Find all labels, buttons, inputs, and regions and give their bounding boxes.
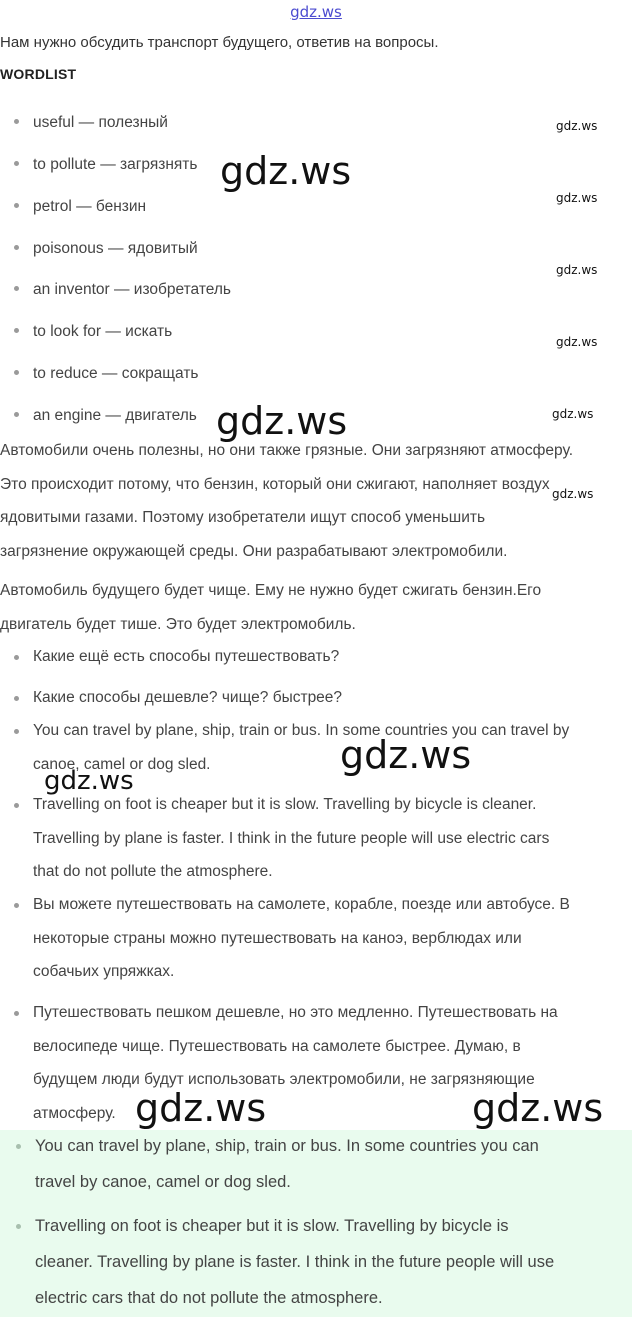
bullet-icon — [14, 286, 19, 291]
bullet-icon — [14, 203, 19, 208]
watermark: gdz.ws — [552, 487, 594, 501]
bullet-icon — [14, 328, 19, 333]
paragraph-future-car: Автомобиль будущего будет чище. Ему не нужно будет сжигать бензин.Его двигатель будет тише. Это будет электромобиль. — [0, 582, 542, 633]
bullet-icon — [14, 1011, 19, 1016]
bullet-icon — [14, 903, 19, 908]
bullet-icon — [14, 412, 19, 417]
watermark: gdz.ws — [556, 191, 598, 205]
watermark: gdz.ws — [220, 149, 352, 193]
list-item: an engine — двигатель — [14, 407, 197, 425]
list-item: to look for — искать — [14, 323, 172, 341]
list-item: to pollute — загрязнять — [14, 156, 197, 174]
list-item: petrol — бензин — [14, 198, 146, 216]
list-item: to reduce — сокращать — [14, 365, 199, 383]
watermark: gdz.ws — [44, 766, 134, 796]
bullet-icon — [14, 119, 19, 124]
list-item: an inventor — изобретатель — [14, 281, 231, 299]
bullet-icon — [16, 1144, 21, 1149]
watermark: gdz.ws — [556, 263, 598, 277]
watermark: gdz.ws — [340, 733, 472, 777]
watermark: gdz.ws — [135, 1086, 267, 1130]
watermark: gdz.ws — [556, 335, 598, 349]
list-item: poisonous — ядовитый — [14, 240, 198, 258]
watermark: gdz.ws — [472, 1086, 604, 1130]
bullet-icon — [14, 655, 19, 660]
bullet-icon — [14, 370, 19, 375]
intro-text: Нам нужно обсудить транспорт будущего, ответив на вопросы. — [0, 34, 439, 51]
bullet-icon — [14, 729, 19, 734]
bullet-icon — [14, 161, 19, 166]
bullet-icon — [14, 245, 19, 250]
watermark-top-link[interactable]: gdz.ws — [290, 3, 342, 21]
watermark: gdz.ws — [556, 119, 598, 133]
answer-block: You can travel by plane, ship, train or bus. In some countries you can travel by canoe, camel or dog sled. Travelling on foot is cheaper but it is slow. Travelling by bicycle is cleaner. Travelling by plane is faster. I think in the future people will use electric cars that do not pollute the atmosphere. — [0, 1130, 632, 1317]
watermark: gdz.ws — [552, 407, 594, 421]
paragraph-cars: Автомобили очень полезны, но они также грязные. Они загрязняют атмосферу. Это происходит потому, что бензин, который они сжигают, наполняет воздух ядовитыми газами. Поэтому изобретатели ищут способ уменьшить загрязнение окружающей среды. Они разрабатывают электромобили. — [0, 442, 574, 560]
watermark: gdz.ws — [216, 399, 348, 443]
wordlist-heading: WORDLIST — [0, 66, 77, 82]
list-item: useful — полезный — [14, 114, 168, 132]
bullet-icon — [14, 696, 19, 701]
bullet-icon — [16, 1224, 21, 1229]
bullet-icon — [14, 803, 19, 808]
